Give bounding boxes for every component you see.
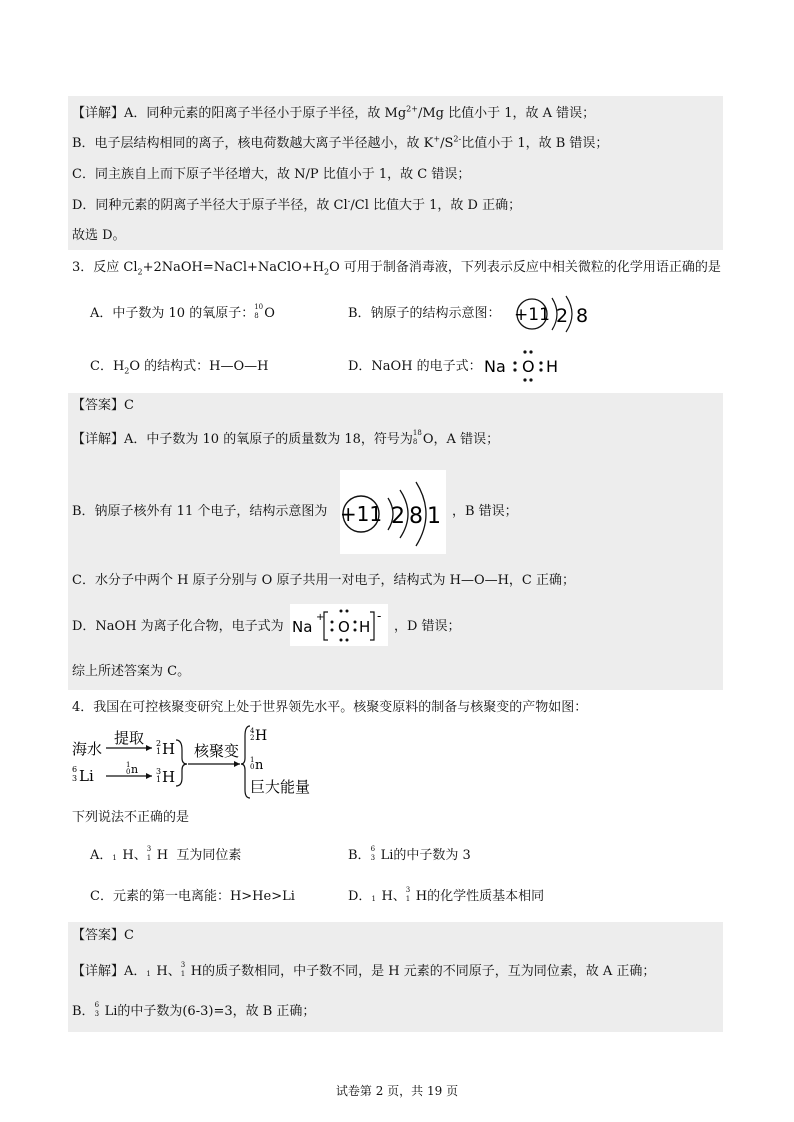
svg-text:核聚变: 核聚变 (194, 742, 240, 760)
svg-text:1: 1 (156, 747, 162, 756)
svg-text:Na: Na (292, 618, 313, 636)
q3-option-a: A．中子数为 10 的氧原子： 10 8 O (90, 303, 275, 321)
question-4-stem: 4．我国在可控核聚变研究上处于世界领先水平。核聚变原料的制备与核聚变的产物如图： (72, 700, 588, 715)
page-footer: 试卷第 2 页，共 19 页 (335, 1084, 459, 1098)
isotope-notation: 3 1 (180, 961, 186, 978)
svg-text:O: O (522, 357, 535, 376)
explanation-line-a: 【详解】A．同种元素的阳离子半径小于原子半径，故 $Mg^{2+}/Mg$ 比值小于 1，故 A 错误； (72, 104, 596, 121)
explanation-line-d: D．同种元素的阴离子半径大于原子半径，故 Cl-/Cl 比值大于 1，故 D 正确； (72, 196, 522, 213)
isotope-notation: 10 8 (254, 303, 264, 320)
q3-explanation-b: B．钠原子核外有 11 个电子，结构示意图为 (72, 504, 328, 519)
isotope-notation: 1 (112, 854, 117, 862)
svg-text:2: 2 (250, 734, 255, 742)
isotope-notation: 3 1 (146, 845, 152, 862)
svg-text:1: 1 (156, 775, 162, 784)
q3-explanation-d-tail: ，D 错误； (394, 619, 461, 634)
question-4-prompt: 下列说法不正确的是 (72, 810, 190, 825)
svg-text:3: 3 (72, 774, 78, 783)
question-3-stem: 3．反应 $Cl_2+2NaOH=NaCl+NaClO+H_2O$ 可用于制备消毒液，下列表示反应中相关微粒的化学用语正确的是 (72, 260, 721, 277)
svg-text:-: - (377, 609, 382, 623)
svg-text:H: H (546, 357, 559, 376)
svg-text:8: 8 (575, 305, 589, 327)
q3-option-d: D．NaOH 的电子式： (348, 359, 482, 374)
svg-text:Na: Na (484, 357, 506, 376)
q4-option-b: B． 6 3 Li的中子数为 3 (348, 845, 471, 863)
svg-text:Li: Li (79, 767, 94, 785)
q3-option-b: B．钠原子的结构示意图： (348, 306, 501, 321)
q4-explanation-a: 【详解】A． 1 H、 3 1 H的质子数相同，中子数不同，是 H 元素的不同原子，互为同位素，故 A 正确； (72, 961, 656, 979)
svg-text:0: 0 (250, 763, 255, 771)
explanation-line-c: C．同主族自上而下原子半径增大，故 N/P 比值小于 1，故 C 错误； (72, 167, 471, 182)
svg-text:3: 3 (156, 767, 162, 776)
naoh-electron-formula-answer (290, 604, 388, 646)
svg-text:2: 2 (156, 739, 162, 748)
svg-text:H: H (162, 740, 176, 758)
svg-text:2: 2 (391, 504, 405, 529)
svg-text:+11: +11 (340, 502, 383, 526)
svg-text:H: H (359, 618, 371, 636)
q3-explanation-a: 【详解】A．中子数为 10 的氧原子的质量数为 18，符号为 18 8 O，A 错误； (72, 429, 500, 447)
q4-option-a: A． 1 H、 3 1 H 互为同位素 (90, 845, 242, 863)
q3-answer: 【答案】C (72, 398, 134, 413)
q3-conclusion: 综上所述答案为 C。 (72, 664, 191, 679)
svg-text:2: 2 (555, 305, 569, 327)
q3-explanation-c: C．水分子中两个 H 原子分别与 O 原子共用一对电子，结构式为 H—O—H，C 正确； (72, 573, 576, 588)
fusion-process-diagram (70, 724, 330, 802)
isotope-notation: 3 1 (405, 886, 411, 903)
sodium-structure-diagram-option (512, 292, 592, 336)
explanation-line-b: B．电子层结构相同的离子，核电荷数越大离子半径越小，故 $K^+/S^{2-}$比值小于 1，故 B 错误； (72, 134, 609, 151)
svg-text:+: + (316, 612, 325, 623)
svg-text:4: 4 (250, 727, 255, 735)
q3-explanation-d: D．NaOH 为离子化合物，电子式为 (72, 619, 284, 634)
svg-text:1: 1 (126, 761, 131, 769)
svg-text:海水: 海水 (72, 740, 103, 758)
svg-text:1: 1 (427, 504, 441, 529)
q4-option-d: D． 1 H、 3 1 H的化学性质基本相同 (348, 886, 545, 904)
svg-text:n: n (255, 758, 264, 773)
svg-text:+11: +11 (514, 305, 550, 325)
sodium-structure-diagram-answer (340, 470, 446, 554)
isotope-notation: 1 (371, 895, 376, 903)
q3-option-c: C．$H_2O$ 的结构式：H—O—H (90, 359, 269, 376)
isotope-notation: 6 3 (370, 845, 376, 862)
isotope-notation: 1 (146, 970, 151, 978)
q3-explanation-b-tail: ，B 错误； (452, 504, 518, 519)
conclusion-line: 故选 D。 (72, 228, 126, 243)
svg-text:H: H (255, 728, 268, 744)
isotope-notation: 6 3 (94, 1001, 100, 1018)
svg-text:H: H (162, 768, 176, 786)
isotope-notation: 18 8 (412, 429, 422, 446)
naoh-electron-formula-option (482, 346, 562, 386)
svg-text:O: O (338, 618, 350, 636)
svg-text:巨大能量: 巨大能量 (250, 778, 311, 796)
svg-text:0: 0 (126, 768, 131, 776)
q4-explanation-b: B． 6 3 Li的中子数为(6-3)=3，故 B 正确； (72, 1001, 316, 1019)
svg-text:1: 1 (250, 756, 255, 764)
svg-text:6: 6 (72, 765, 78, 774)
q4-answer: 【答案】C (72, 928, 134, 943)
q4-option-c: C．元素的第一电离能：H>He>Li (90, 889, 295, 904)
svg-text:8: 8 (409, 504, 423, 529)
svg-text:n: n (131, 763, 139, 776)
svg-text:提取: 提取 (114, 729, 145, 747)
